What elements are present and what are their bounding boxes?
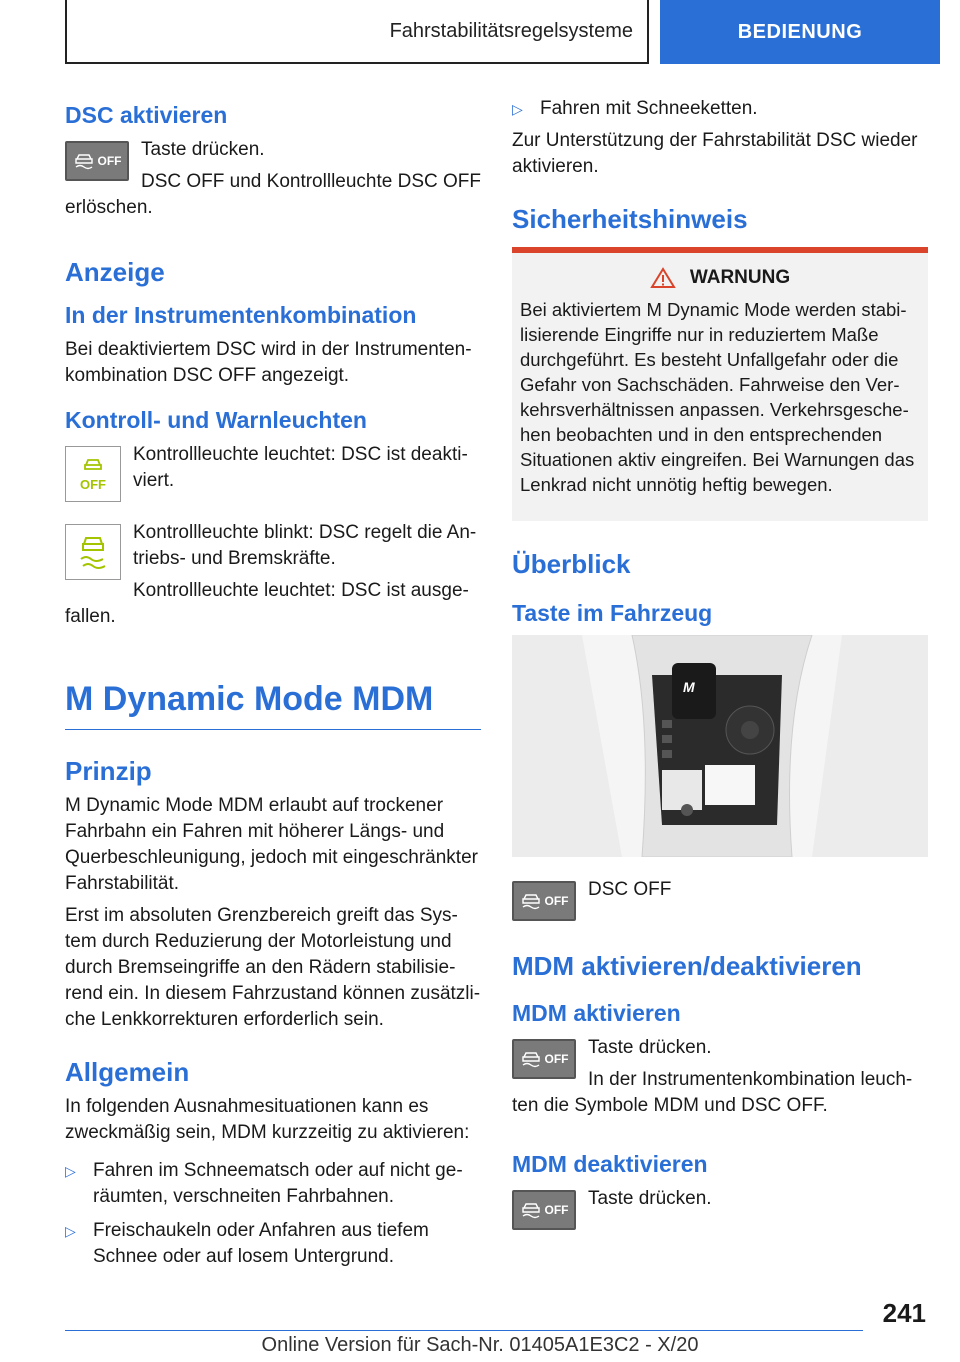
mdm-deactivate-block: [512, 1186, 928, 1234]
left-column: [65, 96, 481, 1278]
mdm-deactivate-heading: MDM deaktivieren: [512, 1151, 708, 1177]
button-in-vehicle-heading: Taste im Fahrzeug: [512, 600, 713, 626]
warning-label: WARNUNG: [689, 267, 791, 288]
lamp1-text: Kontrollleuchte leuchtet: DSC ist deaktiviert.: [133, 444, 468, 491]
dsc-activate-result: DSC OFF und Kontrollleuchte DSC OFF erlöschen.: [65, 171, 481, 218]
instrument-cluster-text: Bei deaktiviertem DSC wird in der Instrumentenkombination DSC OFF angezeigt.: [65, 339, 472, 386]
dsc-off-button-icon: [512, 881, 576, 921]
dsc-off-button-icon: [65, 141, 129, 181]
warning-title-row: [520, 267, 920, 289]
list-item-text: Freischaukeln oder Anfahren aus tiefem Schnee oder auf losem Untergrund.: [93, 1220, 429, 1267]
page-number: 241: [882, 1298, 926, 1328]
dsc-off-lamp-label: OFF: [80, 476, 106, 492]
dsc-lamp-icon: [65, 524, 121, 580]
mdm-deactivate-step: Taste drücken.: [588, 1188, 712, 1209]
dsc-off-lamp-icon: [65, 446, 121, 502]
lamp-row-2: [65, 520, 481, 636]
dsc-activate-block: [65, 137, 481, 227]
list-item-text: Fahren im Schneematsch oder auf nicht geräumten, verschneiten Fahrbahnen.: [93, 1160, 463, 1207]
footer-divider: [65, 1330, 863, 1331]
overview-heading: Überblick: [512, 549, 631, 579]
dsc-off-legend-label: DSC OFF: [588, 879, 672, 900]
warning-box: [512, 253, 928, 521]
mdm-activate-block: [512, 1035, 928, 1125]
lamp-row-1: [65, 442, 481, 506]
triangle-bullet-icon: ▷: [65, 1163, 76, 1179]
mdm-activate-step: Taste drücken.: [588, 1037, 712, 1058]
instrument-cluster-heading: In der Instrumentenkombination: [65, 302, 417, 328]
lamp2-text: Kontrollleuchte blinkt: DSC regelt die Antriebs- und Bremskräfte.: [133, 522, 477, 569]
dsc-off-button-icon: [512, 1039, 576, 1079]
m-logo-text: M: [683, 679, 695, 695]
allgemein-heading: Allgemein: [65, 1057, 190, 1087]
dsc-off-button-icon: [512, 1190, 576, 1230]
dsc-off-button-label: OFF: [544, 1052, 569, 1066]
dsc-off-button-label: OFF: [97, 154, 122, 168]
lamp2-text-failed: Kontrollleuchte leuchtet: DSC ist ausgefallen.: [65, 580, 469, 627]
dsc-activate-heading: DSC aktivieren: [65, 102, 228, 128]
prinzip-text-2: Erst im absoluten Grenzbereich greift das System durch Reduzierung der Motorleistung und durch Bremseingriffe an den Rädern stabilisierend ein. In diesem Fahrzustand können zusätzliche Lenkkorrekturen erforderlich sein.: [65, 905, 481, 1030]
header-chapter-tab: [660, 0, 940, 64]
warning-text: Bei aktiviertem M Dynamic Mode werden stabilisierende Eingriffe nur in reduziertem Maße durchgeführt. Es besteht Unfallgefahr oder die Gefahr von Sachschäden. Fahrweise den Verkehrsverhältnissen anpassen. Verkehrsgeschehen beobachten und in den entsprechenden Situationen aktiv eingreifen. Bei Warnungen das Lenkrad nicht unnötig heftig bewegen.: [520, 299, 915, 495]
mdm-activate-result: In der Instrumentenkombination leuchten die Symbole MDM und DSC OFF.: [512, 1069, 913, 1116]
right-column: [512, 96, 928, 1234]
mdm-activate-heading: MDM aktivieren: [512, 1000, 681, 1026]
allgemein-text: In folgenden Ausnahmesituationen kann es zweckmäßig sein, MDM kurzzeitig zu aktivieren:: [65, 1096, 470, 1143]
triangle-bullet-icon: ▷: [65, 1223, 76, 1239]
center-console-image: [512, 635, 928, 857]
list-item: [65, 1158, 481, 1210]
triangle-bullet-icon: ▷: [512, 101, 523, 117]
dsc-off-button-label: OFF: [544, 894, 569, 908]
dsc-activate-step: Taste drücken.: [141, 139, 265, 160]
footer-text: Online Version für Sach-Nr. 01405A1E3C2 - X/20: [261, 1334, 699, 1356]
header-chapter-title: BEDIENUNG: [737, 20, 863, 43]
mdm-toggle-heading: MDM aktivieren/deaktivieren: [512, 951, 862, 981]
mdm-heading: M Dynamic Mode MDM: [65, 680, 481, 730]
warning-triangle-icon: [650, 267, 676, 289]
list-item-text: Fahren mit Schneeketten.: [540, 98, 758, 119]
dsc-off-button-label: OFF: [544, 1203, 569, 1217]
header-section-tab: [65, 0, 649, 64]
list-item: [65, 1218, 481, 1270]
prinzip-text-1: M Dynamic Mode MDM erlaubt auf trockener Fahrbahn ein Fahren mit höherer Längs- und Querbeschleunigung, jedoch mit eingeschränkter Fahrstabilität.: [65, 795, 478, 894]
warning-lights-heading: Kontroll- und Warnleuchten: [65, 407, 367, 433]
anzeige-heading: Anzeige: [65, 257, 165, 287]
prinzip-heading: Prinzip: [65, 756, 152, 786]
snow-chain-text: Zur Unterstützung der Fahrstabilität DSC wieder aktivieren.: [512, 130, 918, 177]
header-section-title: Fahrstabilitätsregelsysteme: [389, 19, 633, 42]
dsc-off-legend: [512, 877, 928, 925]
list-item: [512, 96, 928, 122]
safety-heading: Sicherheitshinweis: [512, 204, 928, 253]
